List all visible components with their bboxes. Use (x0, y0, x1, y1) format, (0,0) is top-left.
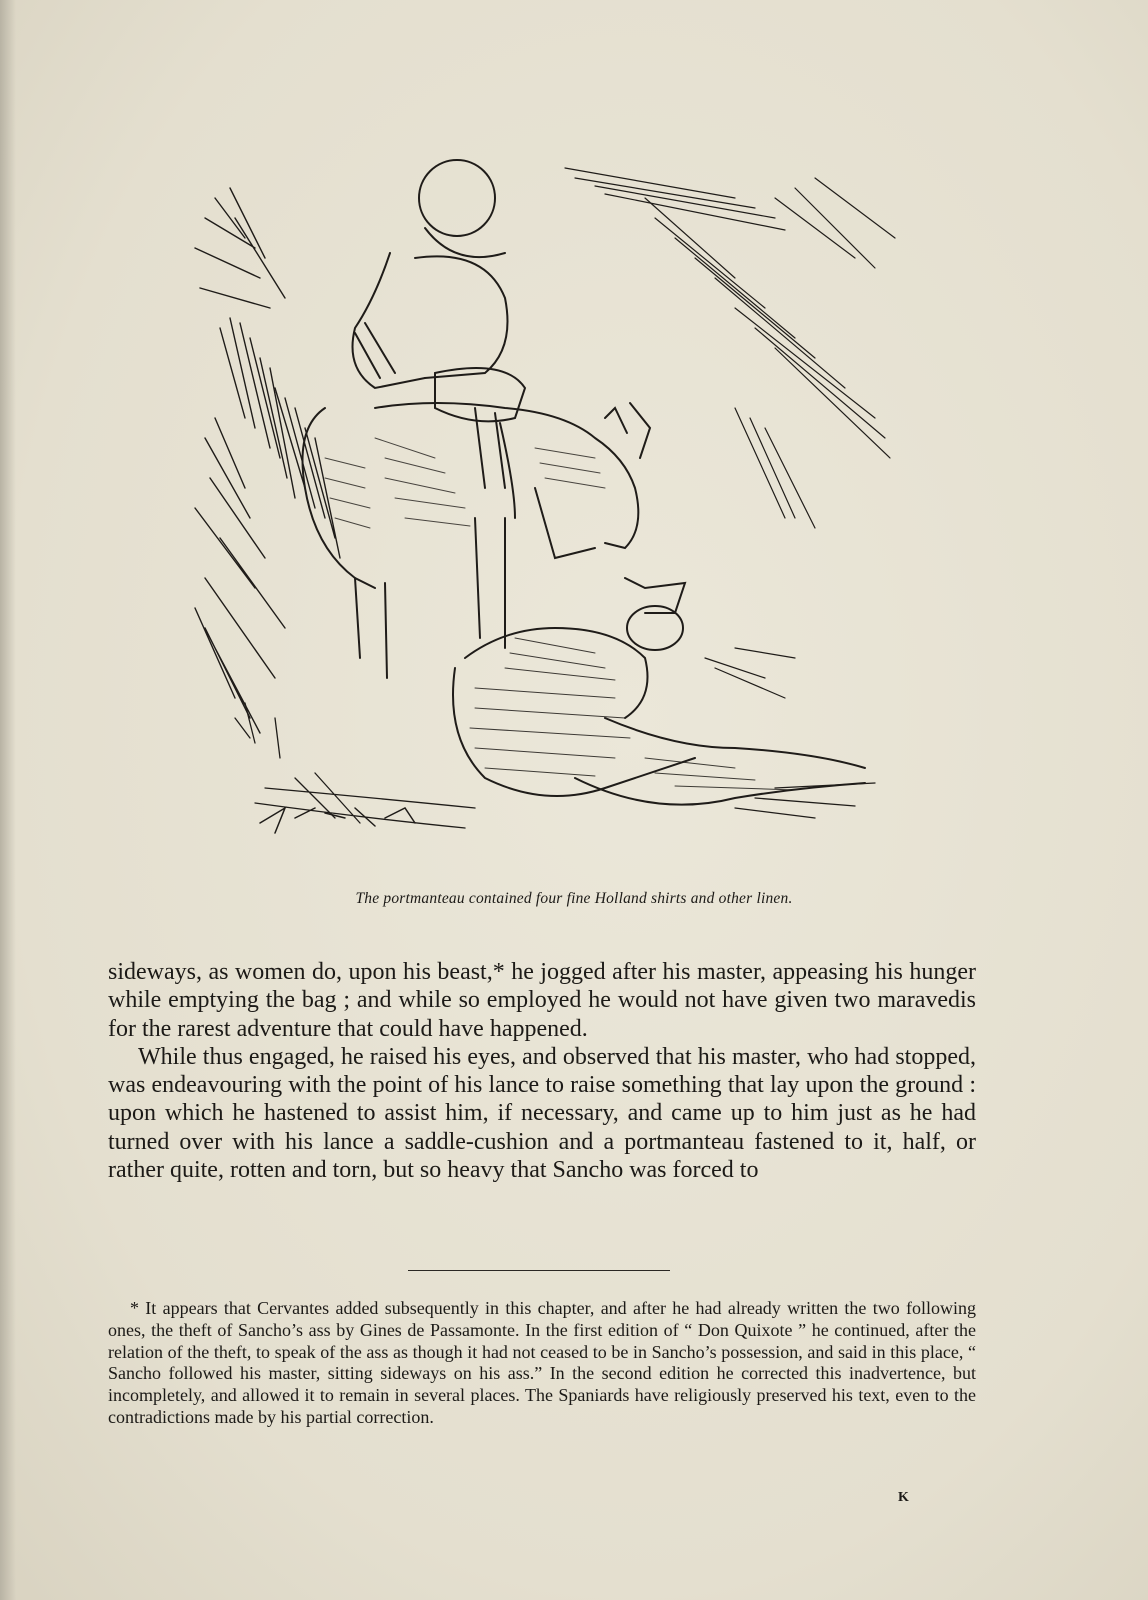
engraving-illustration (175, 158, 905, 853)
footnote-text: * It appears that Cervantes added subsequently in this chapter, and after he had already written the two following ones, the theft of Sancho’s ass by Gines de Passamonte. In the first edition of “ Don Quixote ” he continued, after the relation of the theft, to speak of the ass as though it had not ceased to be in Sancho’s possession, and said in this place, “ Sancho followed his master, sitting sideways on his ass.” In the second edition he corrected this inadvertence, but incompletely, and allowed it to remain in several places. The Spaniards have religiously preserved his text, even to the contradictions made by his partial correction. (108, 1298, 976, 1427)
footnote-rule (408, 1270, 670, 1271)
signature-mark: K (898, 1490, 909, 1505)
body-paragraph-2: While thus engaged, he raised his eyes, and observed that his master, who had stopped, was endeavouring with the point of his lance to raise something that lay upon the ground : upon which he hastened to assist him, if necessary, and came up to him just as he had turned over with his lance a saddle-cushion and a portmanteau fastened to it, half, or rather quite, rotten and torn, but so heavy that Sancho was forced to (108, 1043, 976, 1184)
footnote (108, 1298, 976, 1429)
spine-shadow (0, 0, 16, 1600)
illustration-caption: The portmanteau contained four fine Holland shirts and other linen. (355, 890, 793, 907)
body-text (108, 958, 976, 1184)
body-paragraph-1: sideways, as women do, upon his beast,* he jogged after his master, appeasing his hunger while emptying the bag ; and while so employed he would not have given two maravedis for the rarest adventure that could have happened. (108, 959, 976, 1042)
